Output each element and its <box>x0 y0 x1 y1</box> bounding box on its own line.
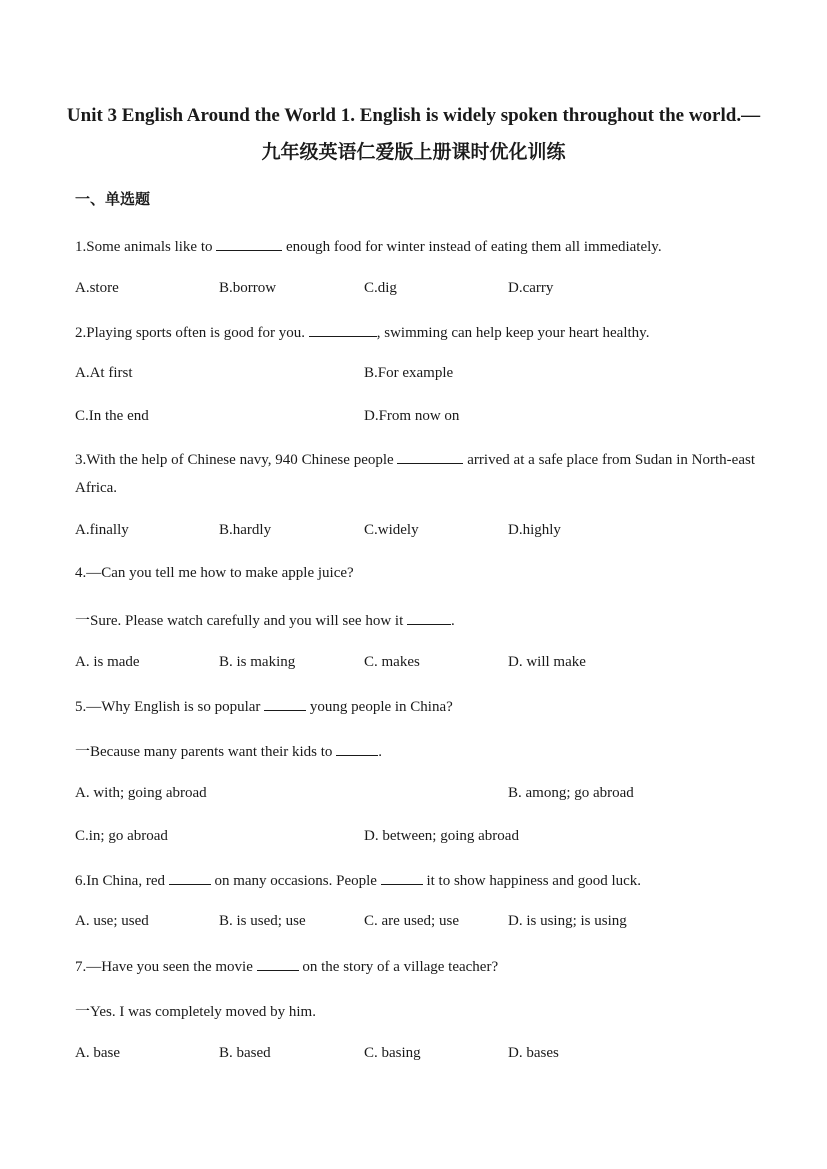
option-d: D.From now on <box>364 408 460 424</box>
option-b: B.hardly <box>219 522 272 538</box>
answer-blank <box>169 870 211 885</box>
option-a: A.store <box>75 280 119 296</box>
question-5: 5.—Why English is so popular young people in China? <box>75 696 453 716</box>
option-a: A. base <box>75 1045 120 1061</box>
answer-blank <box>264 696 306 711</box>
option-d: D. between; going abroad <box>364 828 519 844</box>
option-d: D. will make <box>508 654 586 670</box>
option-c: C. makes <box>364 654 420 670</box>
option-c: C. are used; use <box>364 913 459 929</box>
option-b: B.borrow <box>219 280 277 296</box>
question-7: 7.—Have you seen the movie on the story of a village teacher? <box>75 956 498 976</box>
option-a: A. with; going abroad <box>75 785 207 801</box>
option-d: D. bases <box>508 1045 559 1061</box>
option-b: B. based <box>219 1045 271 1061</box>
option-c: C. basing <box>364 1045 421 1061</box>
answer-blank <box>309 322 377 337</box>
page-title: Unit 3 English Around the World 1. English is widely spoken throughout the world.—九年级英语仁爱版上册课时优化训练 <box>66 105 761 163</box>
question-5-reply: 一Because many parents want their kids to . <box>75 740 382 761</box>
option-d: D.highly <box>508 522 561 538</box>
answer-blank <box>381 870 423 885</box>
option-a: A. is made <box>75 654 140 670</box>
option-a: A.finally <box>75 522 129 538</box>
option-d: D.carry <box>508 280 554 296</box>
option-b: B. among; go abroad <box>508 785 634 801</box>
question-4: 4.—Can you tell me how to make apple juice? <box>75 565 354 581</box>
option-a: A. use; used <box>75 913 149 929</box>
option-b: B. is used; use <box>219 913 306 929</box>
option-c: C.in; go abroad <box>75 828 168 844</box>
option-b: B.For example <box>364 365 454 381</box>
answer-blank <box>336 741 378 756</box>
option-c: C.In the end <box>75 408 149 424</box>
question-1: 1.Some animals like to enough food for winter instead of eating them all immediately. <box>75 236 662 256</box>
answer-blank <box>407 610 451 625</box>
option-d: D. is using; is using <box>508 913 627 929</box>
answer-blank <box>216 236 282 251</box>
option-b: B. is making <box>219 654 296 670</box>
answer-blank <box>257 956 299 971</box>
option-a: A.At first <box>75 365 133 381</box>
question-3: 3.With the help of Chinese navy, 940 Chinese people arrived at a safe place from Sudan in North-east Africa. <box>75 446 755 502</box>
option-c: C.dig <box>364 280 397 296</box>
question-6: 6.In China, red on many occasions. People it to show happiness and good luck. <box>75 870 641 890</box>
question-4-reply: 一Sure. Please watch carefully and you will see how it . <box>75 609 455 630</box>
answer-blank <box>397 449 463 464</box>
section-heading: 一、单选题 <box>75 190 151 208</box>
question-2: 2.Playing sports often is good for you. , swimming can help keep your heart healthy. <box>75 322 649 342</box>
question-7-reply: 一Yes. I was completely moved by him. <box>75 1004 316 1020</box>
option-c: C.widely <box>364 522 419 538</box>
